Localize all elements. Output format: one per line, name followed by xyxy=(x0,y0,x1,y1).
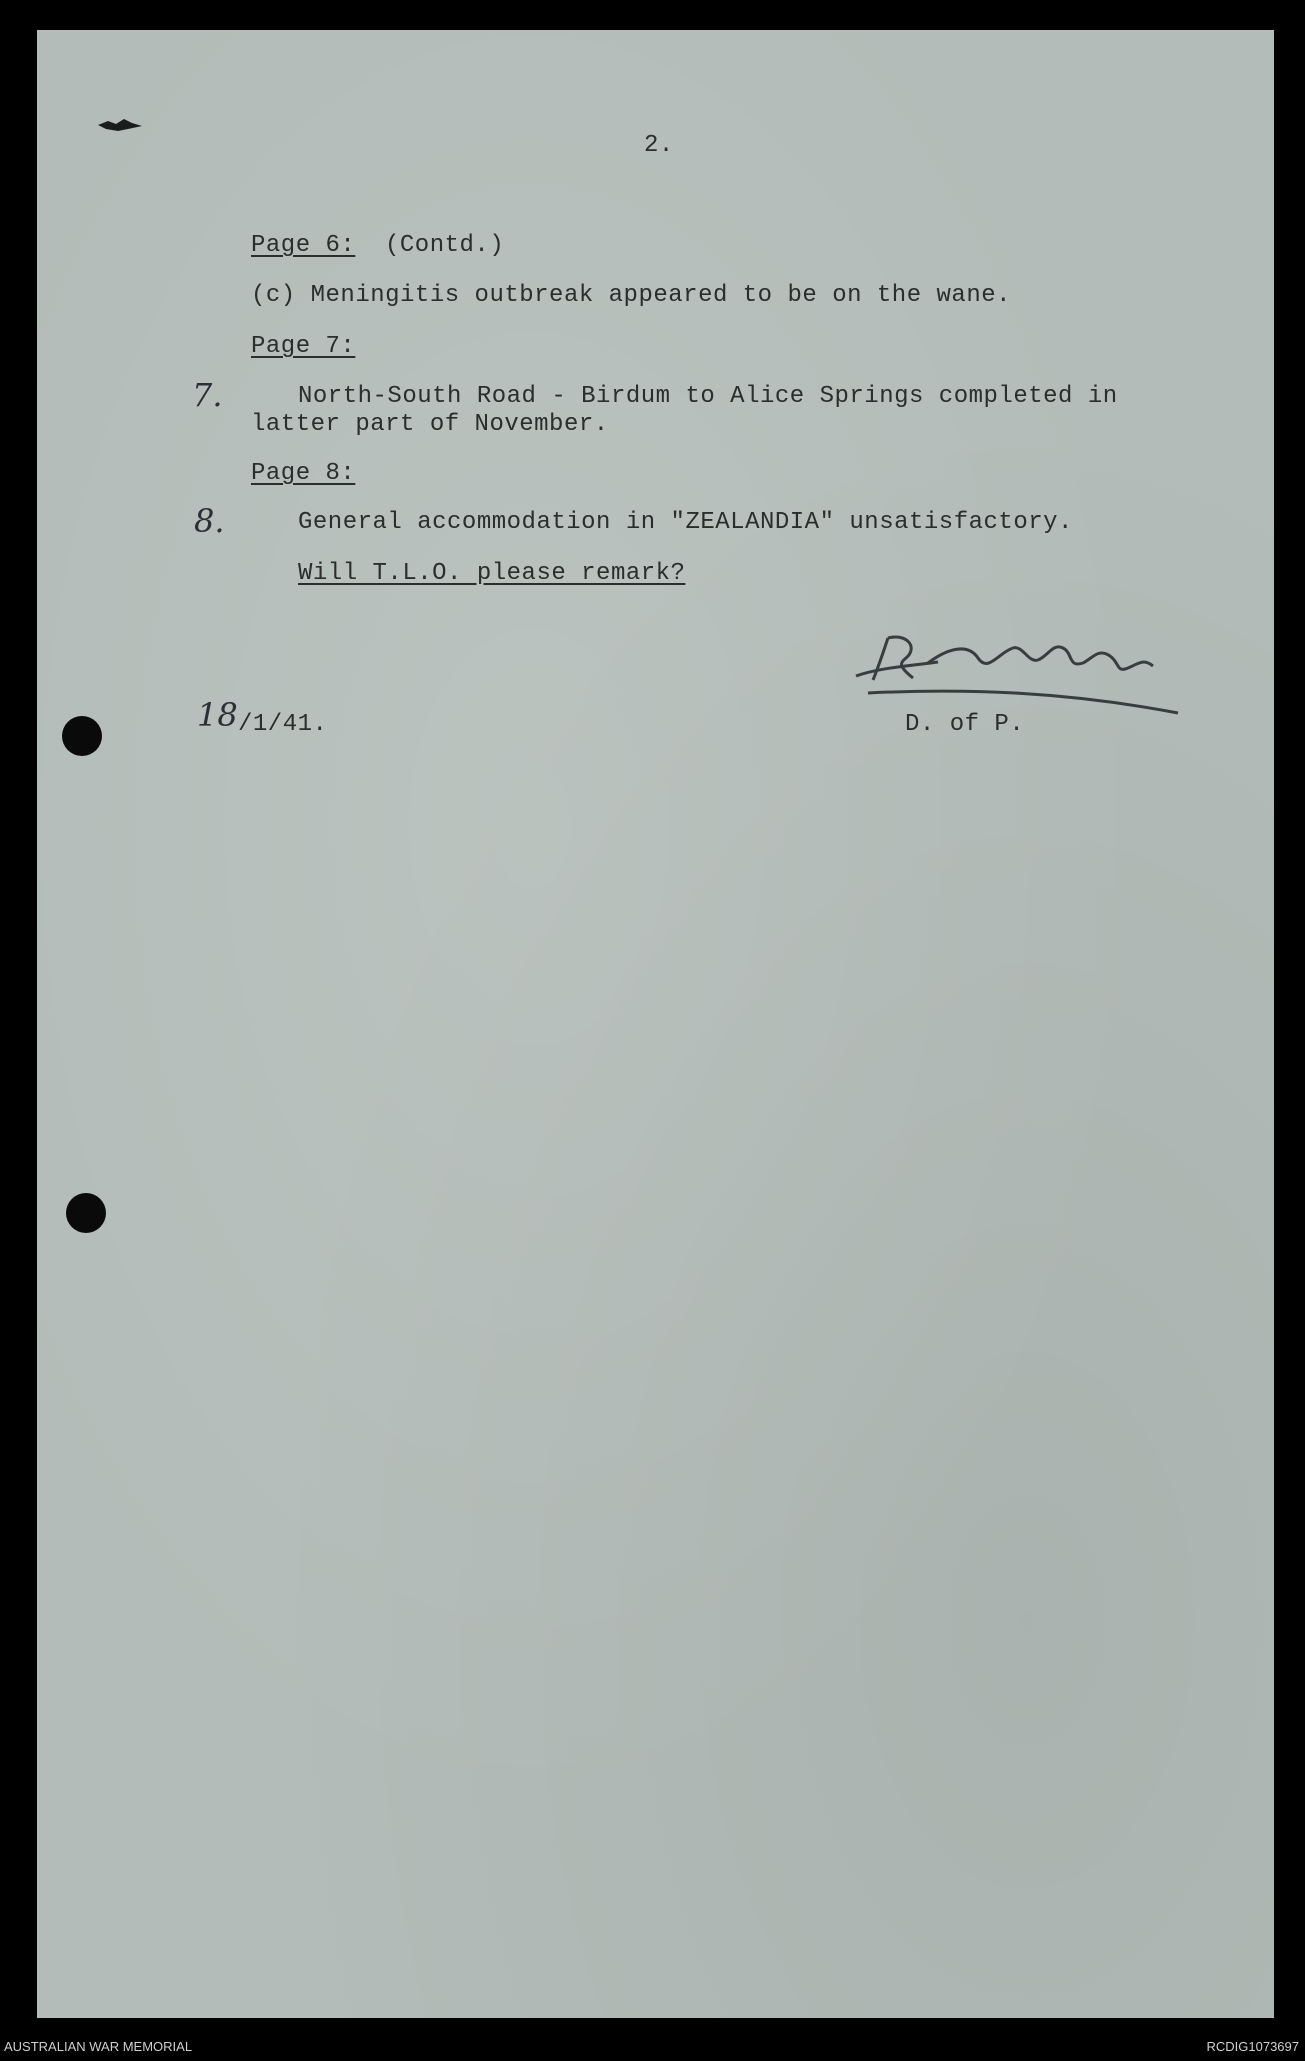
page7-heading: Page 7: xyxy=(251,333,356,360)
punch-hole-upper xyxy=(62,716,102,756)
footer-record-id: RCDIG1073697 xyxy=(1206,2039,1299,2054)
page6-heading: Page 6: xyxy=(251,232,356,259)
page8-heading: Page 8: xyxy=(251,460,356,487)
signatory-title: D. of P. xyxy=(905,711,1025,738)
handwritten-item-7-number: 7. xyxy=(192,376,223,414)
punch-hole-lower xyxy=(66,1193,106,1233)
page6-contd: (Contd.) xyxy=(385,232,505,259)
remark-request: Will T.L.O. please remark? xyxy=(298,560,686,587)
item7-line1: North-South Road - Birdum to Alice Springs completed in xyxy=(298,383,1118,410)
item-c-text: (c) Meningitis outbreak appeared to be on the wane. xyxy=(251,282,1012,309)
typed-date: /1/41. xyxy=(238,711,328,738)
item7-line2: latter part of November. xyxy=(251,411,609,438)
document-page xyxy=(37,30,1274,2018)
page-number: 2. xyxy=(644,132,674,159)
footer-archive-name: AUSTRALIAN WAR MEMORIAL xyxy=(4,2039,193,2054)
torn-corner-mark xyxy=(98,118,142,132)
handwritten-date-day: 18 xyxy=(197,696,238,734)
handwritten-item-8-number: 8. xyxy=(194,502,225,540)
item8-text: General accommodation in "ZEALANDIA" unsatisfactory. xyxy=(298,509,1073,536)
